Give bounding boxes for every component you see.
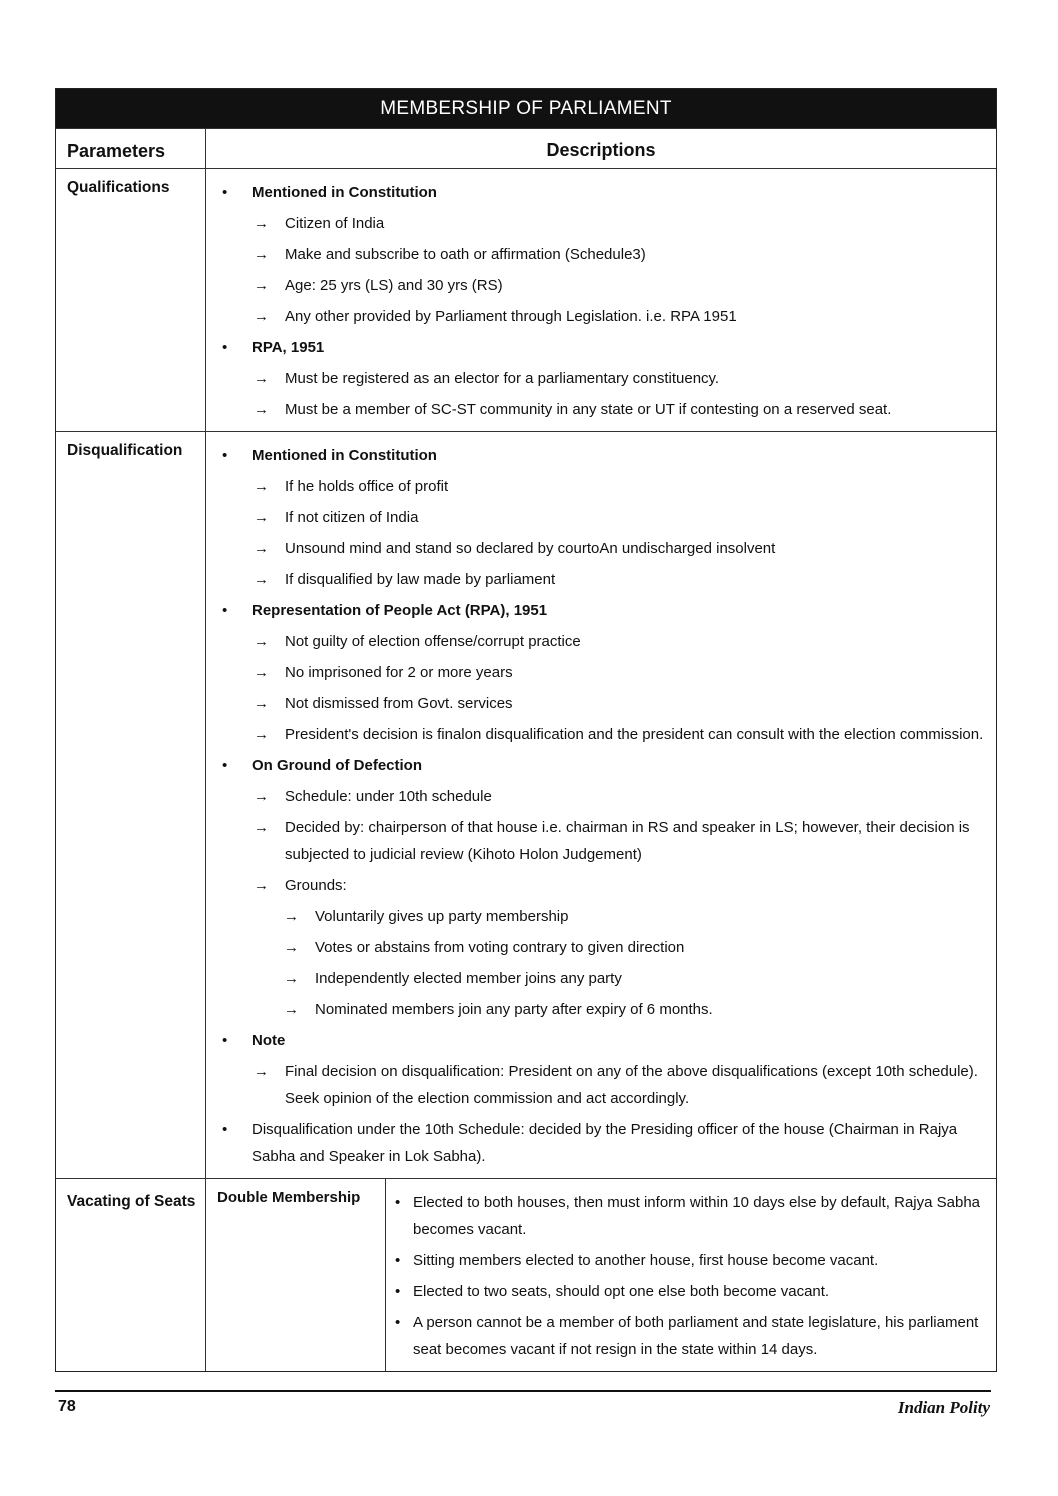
row-label: Vacating of Seats [56, 1179, 206, 1371]
list-item [206, 965, 996, 992]
list-item [206, 597, 996, 624]
list-item [206, 566, 996, 593]
bullet-icon: • [222, 1121, 228, 1138]
item-text: If he holds office of profit [285, 478, 449, 495]
item-text: Citizen of India [285, 215, 385, 232]
arrow-icon: → [284, 1001, 299, 1018]
list-item [206, 210, 996, 237]
item-text: Independently elected member joins any party [315, 970, 622, 987]
arrow-icon: → [254, 726, 269, 743]
item-text: Any other provided by Parliament through Legislation. i.e. RPA 1951 [285, 308, 737, 325]
list-item [206, 814, 996, 868]
arrow-icon: → [254, 633, 269, 650]
list-item [206, 334, 996, 361]
arrow-icon: → [254, 478, 269, 495]
list-item [206, 442, 996, 469]
header-descriptions: Descriptions [546, 140, 656, 160]
arrow-icon: → [254, 246, 269, 263]
arrow-icon: → [254, 370, 269, 387]
item-text: Sitting members elected to another house, first house become vacant. [413, 1252, 879, 1269]
bullet-icon: • [395, 1314, 401, 1331]
list-item [206, 1058, 996, 1112]
row-description [206, 169, 996, 431]
list-item [206, 396, 996, 423]
list-item [386, 1309, 996, 1363]
arrow-icon: → [254, 509, 269, 526]
sub-label: Double Membership [206, 1179, 386, 1371]
vacating-items [386, 1179, 996, 1371]
item-text: Votes or abstains from voting contrary to given direction [315, 939, 685, 956]
bullet-icon: • [395, 1194, 401, 1211]
list-item [206, 365, 996, 392]
arrow-icon: → [254, 788, 269, 805]
row-label: Disqualification [56, 432, 206, 1178]
arrow-icon: → [254, 877, 269, 894]
list-item [206, 872, 996, 899]
arrow-icon: → [254, 540, 269, 557]
list-item [206, 659, 996, 686]
item-text: On Ground of Defection [252, 757, 422, 774]
item-text: Representation of People Act (RPA), 1951 [252, 602, 548, 619]
arrow-icon: → [254, 1063, 269, 1080]
item-text: Elected to two seats, should opt one else both become vacant. [413, 1283, 830, 1300]
arrow-icon: → [254, 819, 269, 836]
bullet-icon: • [222, 757, 228, 774]
list-item [206, 1116, 996, 1170]
list-item [206, 1027, 996, 1054]
item-text: Must be a member of SC-ST community in any state or UT if contesting on a reserved seat. [285, 401, 892, 418]
list-item [206, 934, 996, 961]
list-item [386, 1247, 996, 1274]
header-row [56, 128, 996, 168]
row-label: Qualifications [56, 169, 206, 431]
item-text: Mentioned in Constitution [252, 184, 437, 201]
list-item [206, 690, 996, 717]
bullet-icon: • [395, 1252, 401, 1269]
item-text: Not dismissed from Govt. services [285, 695, 513, 712]
bullet-icon: • [222, 1032, 228, 1049]
list-item [206, 241, 996, 268]
list-item [206, 721, 996, 748]
item-text: President's decision is finalon disqualification and the president can consult with the election commission. [285, 726, 984, 743]
arrow-icon: → [284, 908, 299, 925]
list-item [206, 628, 996, 655]
list-item [206, 535, 996, 562]
page-number: 78 [58, 1398, 76, 1415]
item-text: No imprisoned for 2 or more years [285, 664, 513, 681]
list-item [206, 504, 996, 531]
bullet-icon: • [395, 1283, 401, 1300]
membership-table [55, 88, 997, 1372]
list-item [206, 752, 996, 779]
item-text: Voluntarily gives up party membership [315, 908, 569, 925]
list-item [206, 272, 996, 299]
item-text: Grounds: [285, 877, 347, 894]
item-text: Not guilty of election offense/corrupt practice [285, 633, 581, 650]
item-text: Note [252, 1032, 286, 1049]
item-text: Must be registered as an elector for a parliamentary constituency. [285, 370, 720, 387]
list-item [206, 996, 996, 1023]
book-title: Indian Polity [897, 1398, 990, 1417]
list-item [206, 303, 996, 330]
item-text: Mentioned in Constitution [252, 447, 437, 464]
bullet-icon: • [222, 339, 228, 356]
item-text: Schedule: under 10th schedule [285, 788, 492, 805]
arrow-icon: → [254, 215, 269, 232]
row-description [206, 432, 996, 1178]
arrow-icon: → [254, 571, 269, 588]
arrow-icon: → [284, 939, 299, 956]
row-vacating [56, 1178, 996, 1371]
row-disqualification [56, 431, 996, 1178]
bullet-icon: • [222, 602, 228, 619]
item-text: RPA, 1951 [252, 339, 325, 356]
item-text: Decided by: chairperson of that house i.e. chairman in RS and speaker in LS; however, their decision is subjected to judicial review (Kihoto Holon Judgement) [285, 819, 970, 863]
list-item [206, 903, 996, 930]
arrow-icon: → [254, 695, 269, 712]
list-item [206, 473, 996, 500]
table-title: MEMBERSHIP OF PARLIAMENT [56, 89, 996, 128]
arrow-icon: → [254, 308, 269, 325]
item-text: Make and subscribe to oath or affirmation (Schedule3) [285, 246, 646, 263]
item-text: Elected to both houses, then must inform within 10 days else by default, Rajya Sabha becomes vacant. [413, 1194, 980, 1238]
arrow-icon: → [254, 664, 269, 681]
arrow-icon: → [254, 277, 269, 294]
item-text: If disqualified by law made by parliament [285, 571, 556, 588]
bullet-icon: • [222, 447, 228, 464]
bullet-icon: • [222, 184, 228, 201]
item-text: Nominated members join any party after expiry of 6 months. [315, 1001, 713, 1018]
item-text: If not citizen of India [285, 509, 419, 526]
item-text: Final decision on disqualification: President on any of the above disqualifications (except 10th schedule). Seek opinion of the election commission and act accordingly. [285, 1063, 978, 1107]
item-text: Disqualification under the 10th Schedule: decided by the Presiding officer of the house (Chairman in Rajya Sabha and Speaker in Lok Sabha). [252, 1121, 958, 1165]
item-text: Age: 25 yrs (LS) and 30 yrs (RS) [285, 277, 503, 294]
list-item [206, 179, 996, 206]
item-text: Unsound mind and stand so declared by courtoAn undischarged insolvent [285, 540, 776, 557]
list-item [386, 1278, 996, 1305]
list-item [206, 783, 996, 810]
item-text: A person cannot be a member of both parliament and state legislature, his parliament seat becomes vacant if not resign in the state within 14 days. [413, 1314, 979, 1358]
arrow-icon: → [254, 401, 269, 418]
row-qualifications [56, 168, 996, 431]
header-parameters: Parameters [56, 129, 206, 168]
list-item [386, 1189, 996, 1243]
arrow-icon: → [284, 970, 299, 987]
footer-divider [55, 1390, 991, 1392]
